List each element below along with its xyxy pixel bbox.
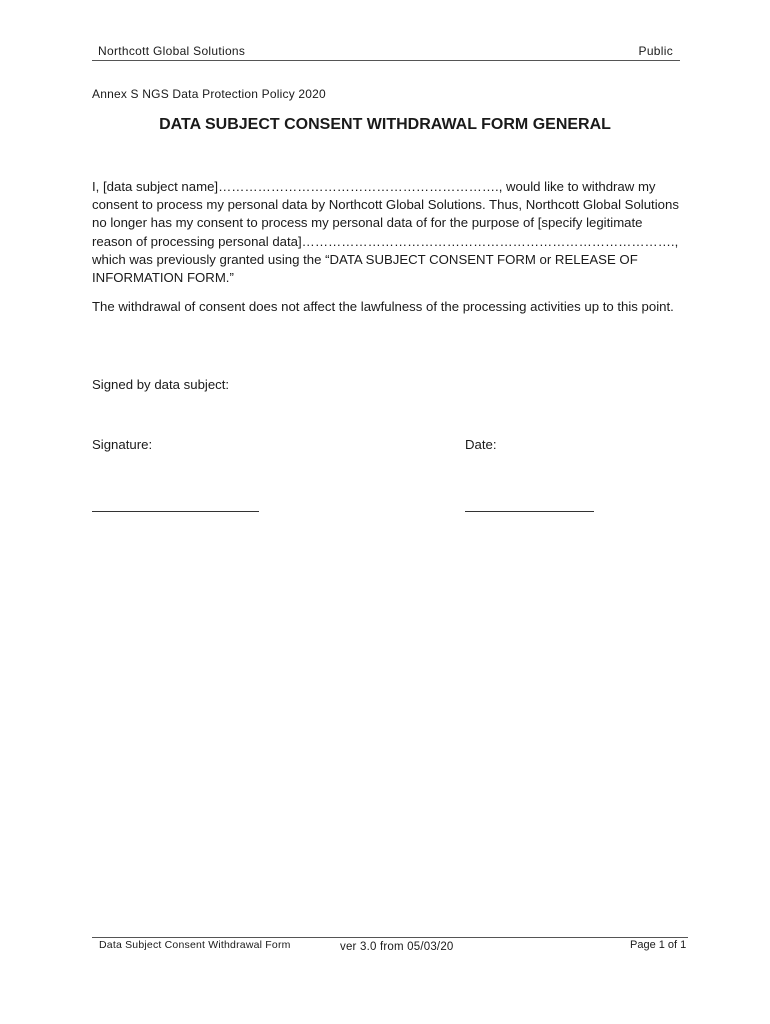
lawfulness-statement: The withdrawal of consent does not affect the lawfulness of the processing activities up to this point. [92, 299, 674, 314]
header-company: Northcott Global Solutions [98, 44, 246, 58]
withdrawal-statement: I, [data subject name]………………………………………………………., would like to withdraw my consent to process my personal data by Northcott Global Solutions. Thus, Northcott Global Solutions no longer has my consent to process my personal data of for the purpose of [specify legitimate reason of processing personal data]…………………………………………………………………………., which was previously granted using the “DATA SUBJECT CONSENT FORM or RELEASE OF INFORMATION FORM.” [92, 179, 679, 286]
footer-version: ver 3.0 from 05/03/20 [340, 941, 454, 953]
page-header [92, 43, 680, 61]
document-title: DATA SUBJECT CONSENT WITHDRAWAL FORM GENERAL [159, 116, 611, 133]
signature-line [92, 511, 259, 512]
header-classification: Public [638, 44, 673, 58]
date-label: Date: [465, 437, 497, 452]
footer-page-number: Page 1 of 1 [630, 939, 687, 951]
footer-document-name: Data Subject Consent Withdrawal Form [99, 939, 291, 951]
footer-divider [92, 937, 688, 938]
signature-label: Signature: [92, 437, 153, 452]
annex-reference: Annex S NGS Data Protection Policy 2020 [92, 87, 326, 101]
signed-by-label: Signed by data subject: [92, 377, 230, 392]
date-line [465, 511, 594, 512]
